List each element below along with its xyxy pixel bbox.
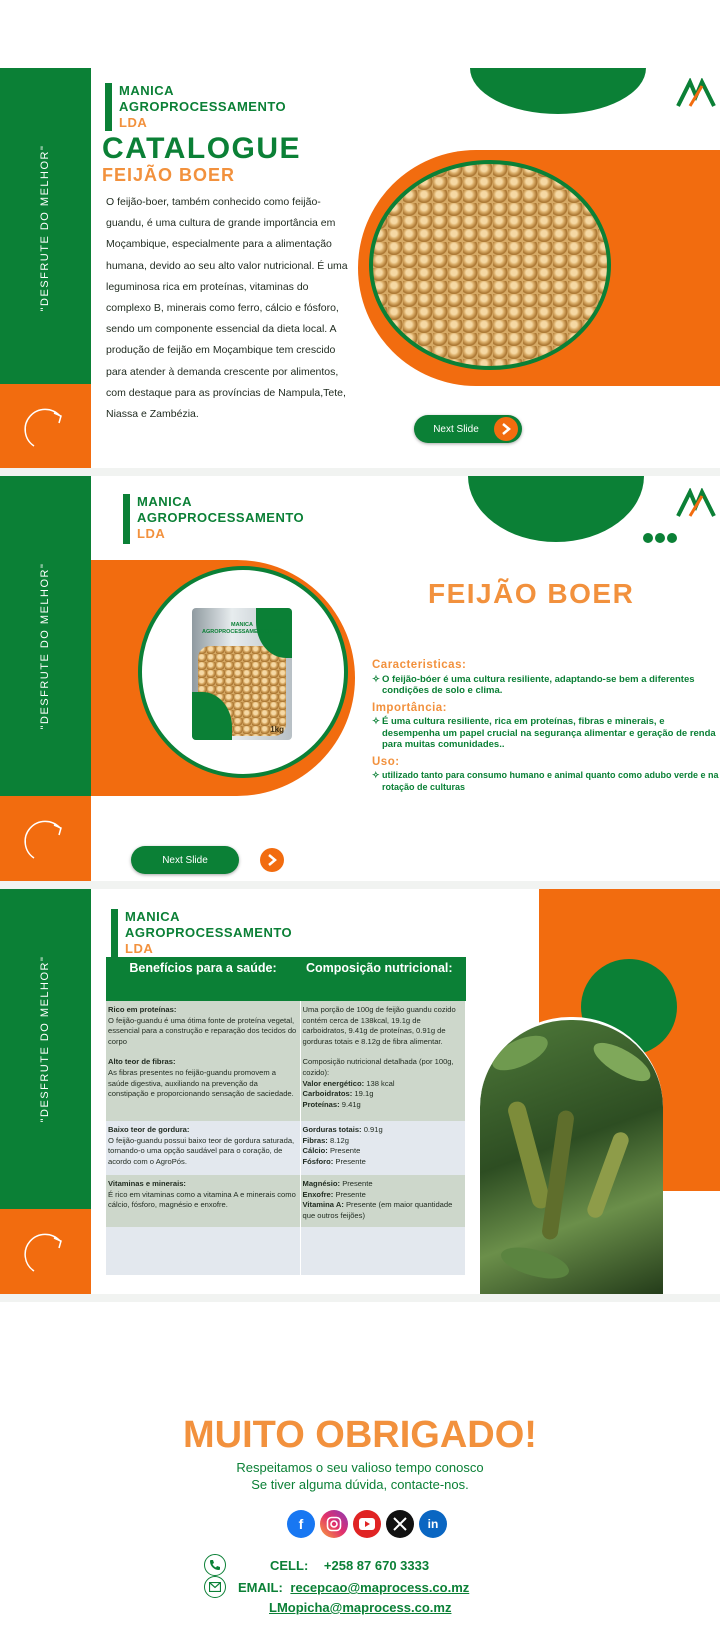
thanks-line2: Se tiver alguma dúvida, contacte-nos. [251, 1477, 469, 1492]
chevron-right-icon[interactable] [260, 848, 284, 872]
slide-thanks [0, 1302, 720, 1640]
facebook-icon[interactable]: f [287, 1510, 315, 1538]
table-cell [300, 1121, 466, 1175]
slide-catalogue [0, 68, 720, 468]
package-weight: 1kg [270, 725, 284, 734]
nutrient-value: 19.1g [354, 1089, 374, 1099]
brand-name [119, 83, 286, 131]
brand-line2: AGROPROCESSAMENTO [137, 510, 305, 525]
product-info [372, 660, 720, 793]
brand-line1: MANICA [119, 83, 174, 98]
email-link-2[interactable]: LMopicha@maprocess.co.mz [269, 1600, 452, 1615]
nutrient-key: Proteínas: [302, 1099, 340, 1109]
table-cell [106, 1227, 300, 1275]
benefit-title: Alto teor de fibras: [108, 1057, 176, 1067]
brand-name [125, 909, 292, 957]
email-icon [204, 1576, 226, 1598]
table-header-row [106, 957, 466, 1001]
sidebar-tagline: "DESFRUTE DO MELHOR" [39, 955, 51, 1123]
nutrient-value: 9.41g [341, 1099, 361, 1109]
uso-heading: Uso: [372, 755, 400, 768]
importancia-heading: Importância: [372, 701, 448, 714]
sidebar [0, 476, 91, 881]
phone-icon [204, 1554, 226, 1576]
table-row [106, 1227, 466, 1275]
caracteristicas-body: O feijão-bóer é uma cultura resiliente, adaptando-se bem a diferentes condições de solo e clima. [382, 673, 695, 696]
nutrient-key: Enxofre: [302, 1189, 334, 1199]
brand-line3: LDA [137, 526, 166, 541]
dots-icon [643, 533, 677, 543]
catalogue-subtitle: FEIJÃO BOER [102, 165, 236, 185]
logo-icon [676, 488, 716, 518]
uso-text: ✧ utilizado tanto para consumo humano e animal quanto como adubo verde e na rotação de culturas [372, 770, 719, 792]
brand-name [137, 494, 304, 542]
catalogue-title: CATALOGUE [102, 132, 302, 165]
arrow-curve-icon [22, 402, 72, 452]
sidebar-tagline: "DESFRUTE DO MELHOR" [39, 144, 51, 312]
contact-email [238, 1580, 469, 1595]
nutrient-key: Vitamina A: [302, 1200, 344, 1210]
table-cell [300, 1175, 466, 1227]
nutrient-value: Presente [335, 1189, 366, 1199]
brand-line1: MANICA [137, 494, 192, 509]
product-title: FEIJÃO BOER [428, 578, 635, 609]
slide-product [0, 476, 720, 881]
composition-intro2: Composição nutricional detalhada (por 100g, cozido): [302, 1057, 454, 1077]
nutrient-key: Carboidratos: [302, 1089, 353, 1099]
table-row [106, 1121, 466, 1175]
importancia-text: ✧ É uma cultura resiliente, rica em proteínas, fibras e minerais, e desempenha um papel crucial na segurança alimentar e geração de renda para muitas comunidades.. [372, 716, 720, 751]
chevron-right-icon[interactable] [494, 417, 518, 441]
logo-icon [676, 78, 716, 108]
thanks-line1: Respeitamos o seu valioso tempo conosco [236, 1460, 484, 1475]
nutrient-value: Presente [342, 1179, 373, 1188]
table-cell [106, 1121, 300, 1175]
catalogue-description: O feijão-boer, também conhecido como feijão-guandu, é uma cultura de grande importância em Moçambique, especialmente para a alimentação humana, devido ao seu alto valor nutricional. É uma leguminosa rica em proteínas, vitaminas do complexo B, minerais como ferro, cálcio e fósforo, sendo um componente essencial da dieta local. A produção de feijão em Moçambique tem crescido para atender à demanda crescente por alimentos, com destaque para as províncias de Nampula,Tete, Niassa e Zambézia. [106, 196, 348, 421]
benefit-title: Rico em proteínas: [108, 1005, 177, 1014]
green-half-circle [470, 68, 646, 114]
uso-body: utilizado tanto para consumo humano e animal quanto como adubo verde e na rotação de culturas [382, 770, 719, 792]
benefit-title: Baixo teor de gordura: [108, 1125, 190, 1134]
product-package [192, 608, 292, 740]
table-cell [106, 1001, 300, 1121]
caracteristicas-heading: Caracteristicas: [372, 659, 467, 671]
benefit-text: É rico em vitaminas como a vitamina A e minerais como cálcio, fósforo, magnésio e enxofre. [108, 1189, 296, 1210]
cell-value: +258 87 670 3333 [323, 1558, 430, 1573]
arrow-curve-icon [22, 1227, 72, 1277]
table-header-benefits: Benefícios para a saúde: [106, 957, 300, 1001]
table-cell [300, 1001, 466, 1121]
nutrient-value: 0.91g [363, 1125, 383, 1134]
benefit-text: O feijão-guandu possui baixo teor de gordura saturada, tornando-o uma opção saudável para o coração, de acordo com o AgroPós. [108, 1135, 295, 1166]
nutrient-value: Presente [329, 1146, 361, 1156]
sidebar-tagline: "DESFRUTE DO MELHOR" [39, 562, 51, 730]
nutrient-key: Valor energético: [302, 1078, 365, 1088]
nutrient-key: Fibras: [302, 1135, 328, 1145]
brand-line3: LDA [125, 941, 154, 956]
contact-email-2 [269, 1600, 451, 1615]
table-row [106, 1001, 466, 1121]
next-slide-label: Next Slide [162, 854, 208, 866]
table-cell [106, 1175, 300, 1227]
nutrient-value: 138 kcal [366, 1078, 395, 1088]
brand-line3: LDA [119, 115, 148, 130]
benefit-text: O feijão-guandu é uma ótima fonte de proteína vegetal, essencial para a construção e reparação dos tecidos do corpo [108, 1015, 297, 1046]
green-half-circle [468, 476, 644, 542]
package-brand: MANICA AGROPROCESSAMENTO LDA [202, 622, 282, 635]
nutrient-key: Cálcio: [302, 1146, 328, 1156]
composition-intro: Uma porção de 100g de feijão guandu cozido contém cerca de 138kcal, 19.1g de carboidratos, 9.41g de proteínas, 0.91g de gorduras totais e 8.12g de fibra alimentar. [302, 1005, 456, 1046]
nutrient-key: Gorduras totais: [302, 1125, 362, 1134]
sidebar [0, 889, 91, 1294]
next-slide-label: Next Slide [433, 423, 479, 435]
importancia-body: É uma cultura resiliente, rica em proteínas, fibras e minerais, e desempenha um papel crucial na segurança alimentar e geração de renda para muitas comunidades.. [382, 716, 716, 750]
table-header-composition: Composição nutricional: [300, 957, 466, 1001]
benefit-title: Vitaminas e minerais: [108, 1179, 186, 1188]
next-slide-button[interactable] [131, 846, 239, 874]
beans-image [369, 160, 611, 370]
nutrition-table [106, 957, 466, 1275]
caracteristicas-text: ✧ O feijão-bóer é uma cultura resiliente, adaptando-se bem a diferentes condições de solo e clima. [372, 674, 720, 697]
sidebar [0, 68, 91, 468]
brand-line2: AGROPROCESSAMENTO [125, 925, 293, 940]
nutrient-value: Presente (em maior quantidade que outros feijões) [302, 1200, 453, 1220]
cell-label: CELL: [270, 1558, 309, 1573]
contact-cell [270, 1558, 429, 1573]
instagram-icon[interactable] [320, 1510, 348, 1538]
email-label: EMAIL: [238, 1580, 283, 1595]
nutrient-key: Magnésio: [302, 1179, 341, 1188]
benefit-text: As fibras presentes no feijão-guandu promovem a saúde digestiva, auxiliando na prevenção da constipação e proporcionando sensação de saciedade. [108, 1067, 294, 1099]
youtube-icon[interactable] [353, 1510, 381, 1538]
brand-line2: AGROPROCESSAMENTO [119, 99, 287, 114]
table-cell [300, 1227, 466, 1275]
brand-line1: MANICA [125, 909, 180, 924]
email-link-1[interactable]: recepcao@maprocess.co.mz [290, 1580, 470, 1595]
table-row [106, 1175, 466, 1227]
nutrient-value: 8.12g [329, 1135, 349, 1145]
product-circle [138, 566, 348, 778]
nutrient-value: Presente [335, 1156, 366, 1166]
x-icon[interactable] [386, 1510, 414, 1538]
nutrient-key: Fósforo: [302, 1156, 334, 1166]
linkedin-icon[interactable]: in [419, 1510, 447, 1538]
pigeon-pea-plant-image [480, 1017, 663, 1294]
arrow-curve-icon [22, 814, 72, 864]
thanks-title: MUITO OBRIGADO! [183, 1414, 537, 1456]
slide-nutrition [0, 889, 720, 1294]
